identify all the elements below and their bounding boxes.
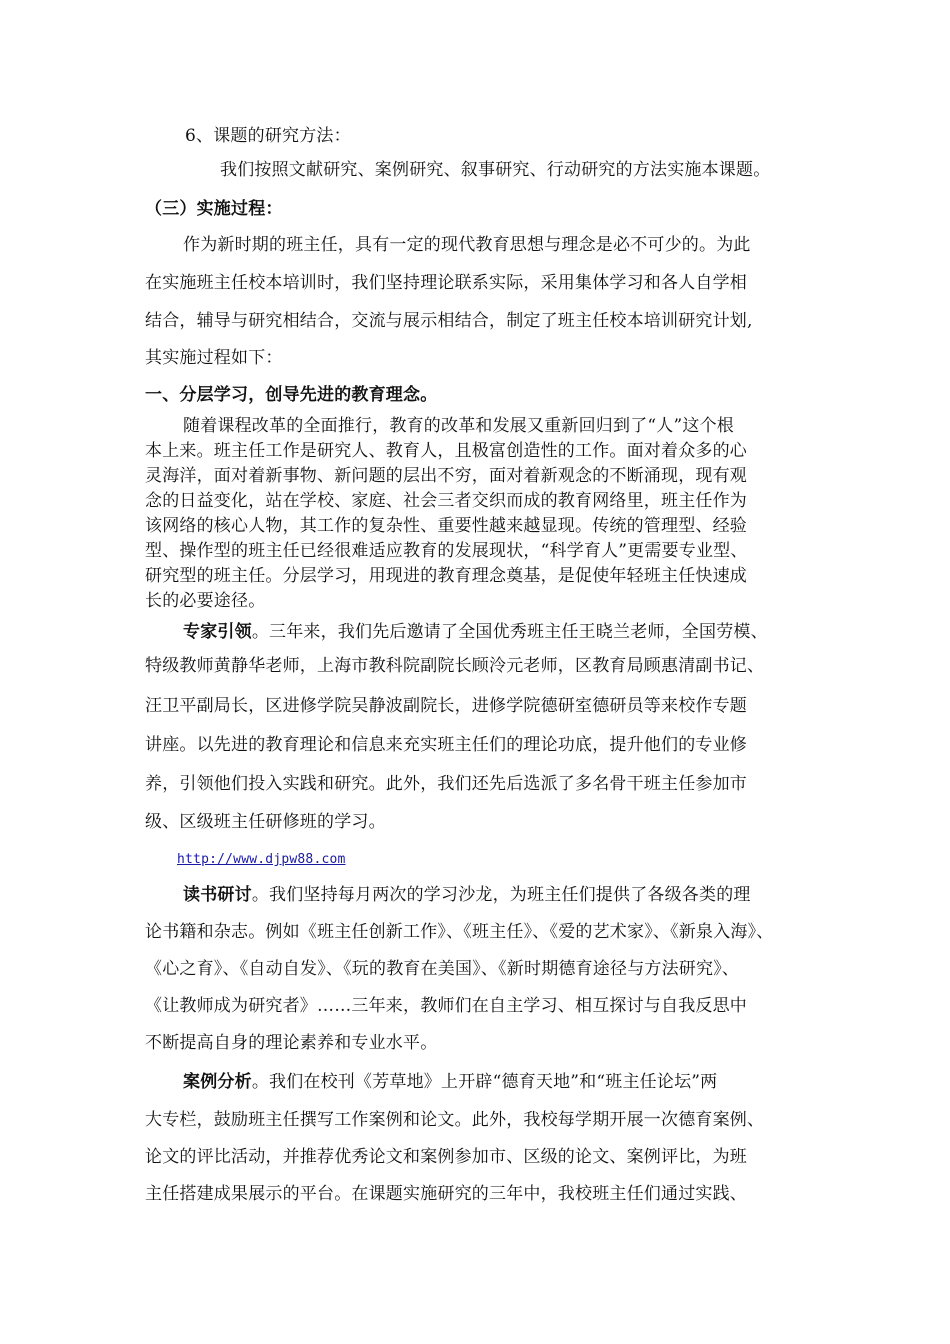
section1-line: 型、操作型的班主任已经很难适应教育的发展现状，“科学育人”更需要专业型、 [145, 541, 748, 561]
intro-line: 结合，辅导与研究相结合，交流与展示相结合，制定了班主任校本培训研究计划, [145, 311, 753, 331]
expert-line: 特级教师黄静华老师，上海市教科院副院长顾泠元老师，区教育局顾惠清副书记、 [145, 656, 765, 676]
reading-line: 《心之育》、《自动自发》、《玩的教育在美国》、《新时期德育途径与方法研究》、 [145, 959, 740, 979]
section1-line: 长的必要途径。 [145, 591, 266, 611]
case-first-text: 。我们在校刊《芳草地》上开辟“德育天地”和“班主任论坛”两 [251, 1072, 718, 1092]
expert-line: 养，引领他们投入实践和研究。此外，我们还先后选派了多名骨干班主任参加市 [145, 774, 747, 794]
intro-line: 作为新时期的班主任，具有一定的现代教育思想与理念是必不可少的。为此 [183, 235, 751, 255]
expert-paragraph-first-line [183, 621, 768, 643]
reading-label: 读书研讨 [183, 885, 252, 905]
expert-first-text: 。三年来，我们先后邀请了全国优秀班主任王晓兰老师，全国劳模、 [251, 622, 768, 642]
expert-label: 专家引领 [183, 622, 252, 642]
expert-line: 级、区级班主任研修班的学习。 [145, 812, 386, 832]
reading-line: 论书籍和杂志。例如《班主任创新工作》、《班主任》、《爱的艺术家》、《新泉入海》、 [145, 922, 774, 942]
case-line: 论文的评比活动，并推荐优秀论文和案例参加市、区级的论文、案例评比，为班 [145, 1147, 747, 1167]
section1-line: 该网络的核心人物，其工作的复杂性、重要性越来越显现。传统的管理型、经验 [145, 516, 747, 536]
section1-line: 本上来。班主任工作是研究人、教育人，且极富创造性的工作。面对着众多的心 [145, 441, 747, 461]
expert-line: 汪卫平副局长，区进修学院吴静波副院长，进修学院德研室德研员等来校作专题 [145, 696, 747, 716]
process-heading: （三）实施过程： [145, 199, 283, 219]
section1-line: 研究型的班主任。分层学习，用现进的教育理念奠基，是促使年轻班主任快速成 [145, 566, 747, 586]
section1-line: 随着课程改革的全面推行，教育的改革和发展又重新回归到了“人”这个根 [183, 416, 734, 436]
reading-line: 不断提高自身的理论素养和专业水平。 [145, 1033, 438, 1053]
intro-line: 其实施过程如下： [145, 348, 283, 368]
expert-line: 讲座。以先进的教育理论和信息来充实班主任们的理论功底，提升他们的专业修 [145, 735, 747, 755]
intro-line: 在实施班主任校本培训时，我们坚持理论联系实际，采用集体学习和各人自学相 [145, 273, 747, 293]
method-text: 我们按照文献研究、案例研究、叙事研究、行动研究的方法实施本课题。 [220, 160, 771, 180]
reading-line: 《让教师成为研究者》……三年来，教师们在自主学习、相互探讨与自我反思中 [145, 996, 747, 1016]
method-heading: 6、课题的研究方法： [185, 126, 351, 146]
case-paragraph-first-line [183, 1071, 717, 1093]
case-line: 主任搭建成果展示的平台。在课题实施研究的三年中，我校班主任们通过实践、 [145, 1184, 747, 1204]
case-line: 大专栏，鼓励班主任撰写工作案例和论文。此外，我校每学期开展一次德育案例、 [145, 1110, 765, 1130]
reading-first-text: 。我们坚持每月两次的学习沙龙，为班主任们提供了各级各类的理 [251, 885, 751, 905]
section1-line: 念的日益变化，站在学校、家庭、社会三者交织而成的教育网络里，班主任作为 [145, 491, 747, 511]
case-label: 案例分析 [183, 1072, 252, 1092]
section1-line: 灵海洋，面对着新事物、新问题的层出不穷，面对着新观念的不断涌现，现有观 [145, 466, 747, 486]
reading-paragraph-first-line [183, 884, 751, 906]
website-link[interactable]: http://www.djpw88.com [177, 852, 346, 867]
section1-heading: 一、分层学习，创导先进的教育理念。 [145, 385, 438, 405]
